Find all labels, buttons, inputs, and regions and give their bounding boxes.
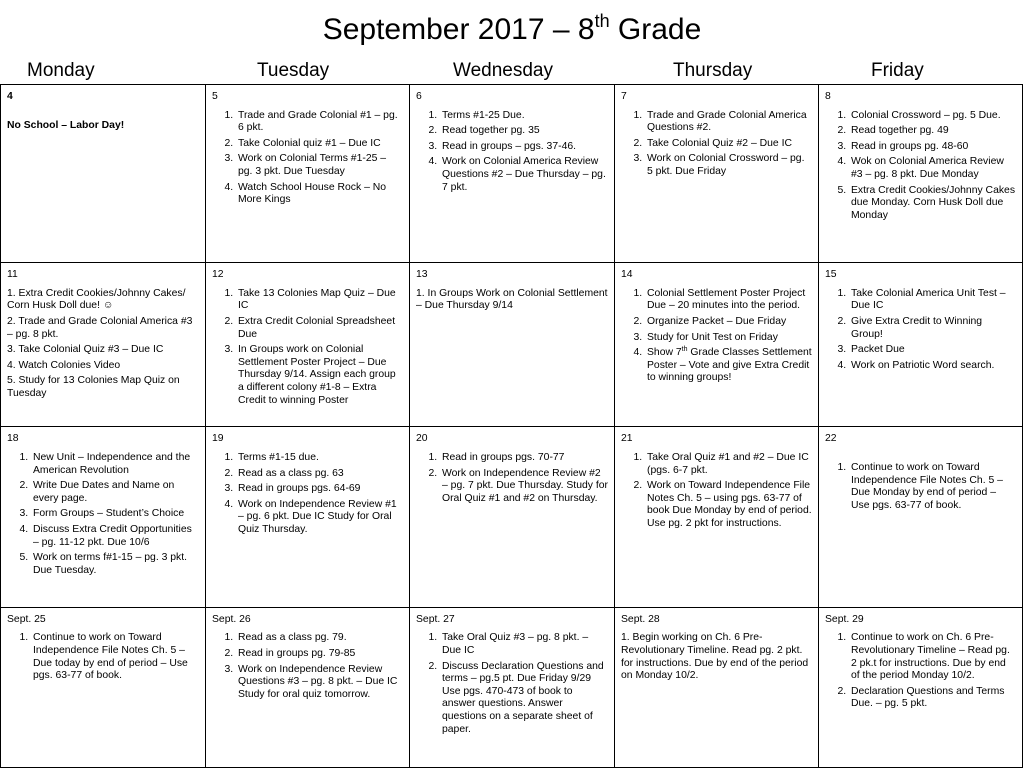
task-item: 4. Discuss Extra Credit Opportunities – pg. 11-12 pkt. Due 10/6 [31,524,199,549]
weekday-wednesday: Wednesday [453,60,553,81]
day-number: 20 [416,433,428,445]
task-line: 3. Take Colonial Quiz #3 – Due IC [7,344,164,356]
task-list [825,632,1016,711]
task-item: 3. Read in groups pgs. 64-69 [236,483,403,496]
task-item: 3. In Groups work on Colonial Settlement Poster Project – Due Thursday 9/14. Assign each group a different colony #1-8 – Extra Credit to winning Poster [236,344,403,407]
task-list [416,632,608,736]
task-list [416,452,608,505]
day-number: 13 [416,269,428,281]
day-number: 8 [825,91,831,102]
task-item: 4. Work on Independence Review #1 – pg. 6 pkt. Due IC Study for Oral Quiz Thursday. [236,499,403,537]
task-item: 4. Wok on Colonial America Review #3 – pg. 8 pkt. Due Monday [849,156,1016,181]
task-item: 2. Extra Credit Colonial Spreadsheet Due [236,316,403,341]
day-number: 12 [212,269,224,281]
task-list [7,632,199,682]
task-list [212,288,403,407]
task-item: 2. Declaration Questions and Terms Due. – pg. 5 pkt. [849,686,1016,711]
task-item: 1. Continue to work on Toward Independence File Notes Ch. 5 – Due today by end of period – Use pgs. 63-77 of book. [31,632,199,682]
task-item: 3. Work on Colonial Terms #1-25 – pg. 3 pkt. Due Tuesday [236,153,403,178]
day-cell [819,427,1023,607]
day-cell [819,607,1023,767]
task-item: 4. Work on Patriotic Word search. [849,360,1016,373]
task-item: 1. Take 13 Colonies Map Quiz – Due IC [236,288,403,313]
task-list [621,288,812,385]
task-item: 4. Watch School House Rock – No More Kings [236,182,403,207]
weekday-thursday: Thursday [673,60,753,81]
day-number: Sept. 28 [621,613,660,625]
task-item: 1. Take Oral Quiz #1 and #2 – Due IC (pgs. 6-7 pkt. [645,452,812,477]
task-list [825,288,1016,373]
task-line: 1. Extra Credit Cookies/Johnny Cakes/ Corn Husk Doll due! ☺ [7,287,186,312]
day-cell [615,263,819,427]
day-cell [410,607,615,767]
task-item: 2. Discuss Declaration Questions and terms – pg.5 pt. Due Friday 9/29 Use pgs. 470-473 of book to answer questions. Answer questions on a separate sheet of paper. [440,661,608,737]
day-cell [410,263,615,427]
page-title: September 2017 – 8th Grade [322,11,702,46]
task-list [825,110,1016,223]
weekday-tuesday: Tuesday [257,60,330,81]
task-item: 2. Give Extra Credit to Winning Group! [849,316,1016,341]
task-item: 2. Work on Toward Independence File Notes Ch. 5 – using pgs. 63-77 of book Due Monday by end of period. Use pg. 2 pkt for instructions. [645,480,812,530]
task-item: 1. Colonial Crossword – pg. 5 Due. [849,110,1016,123]
week-row [1,607,1023,767]
day-number: 15 [825,269,837,281]
task-item: 4. Work on Colonial America Review Questions #2 – Due Thursday – pg. 7 pkt. [440,156,608,194]
task-item: 3. Form Groups – Student’s Choice [31,508,199,521]
day-cell [410,85,615,263]
day-number: Sept. 25 [7,613,46,625]
day-number: 18 [7,433,19,445]
day-cell [1,263,206,427]
day-note: No School – Labor Day! [7,119,125,131]
task-item: 2. Work on Independence Review #2 – pg. 7 pkt. Due Thursday. Study for Oral Quiz #1 and #2 on Thursday. [440,468,608,506]
task-line: 1. In Groups Work on Colonial Settlement – Due Thursday 9/14 [416,287,608,312]
day-number: 6 [416,91,422,102]
task-item: 5. Work on terms f#1-15 – pg. 3 pkt. Due Tuesday. [31,552,199,577]
task-item: 3. Packet Due [849,344,1016,357]
weekday-monday: Monday [27,60,95,81]
task-item: 4. Show 7th Grade Classes Settlement Poster – Vote and give Extra Credit to winning groups! [645,347,812,385]
calendar-grid [0,84,1023,768]
day-cell [1,85,206,263]
day-number: 19 [212,433,224,445]
task-item: 2. Take Colonial Quiz #2 – Due IC [645,138,812,151]
day-cell [819,85,1023,263]
task-list [621,110,812,179]
task-list [825,462,1016,512]
day-number: 7 [621,91,627,102]
task-list [621,452,812,531]
day-cell [819,263,1023,427]
day-number: 11 [7,269,18,281]
task-list [212,452,403,537]
day-number: 14 [621,269,633,281]
task-item: 2. Read in groups pg. 79-85 [236,648,403,661]
day-number: 5 [212,91,218,102]
task-list [212,632,403,701]
task-item: 2. Take Colonial quiz #1 – Due IC [236,138,403,151]
task-item: 1. Continue to work on Toward Independence File Notes Ch. 5 – Due Monday by end of period – Use pgs. 63-77 of book. [849,462,1016,512]
task-item: 1. Terms #1-15 due. [236,452,403,465]
task-item: 5. Extra Credit Cookies/Johnny Cakes due Monday. Corn Husk Doll due Monday [849,185,1016,223]
task-list [416,110,608,195]
task-item: 2. Write Due Dates and Name on every page. [31,480,199,505]
task-item: 1. Colonial Settlement Poster Project Due – 20 minutes into the period. [645,288,812,313]
task-item: 1. Terms #1-25 Due. [440,110,608,123]
task-item: 3. Work on Independence Review Questions #3 – pg. 8 pkt. – Due IC Study for oral quiz tomorrow. [236,664,403,702]
task-item: 2. Organize Packet – Due Friday [645,316,812,329]
day-cell [1,427,206,607]
task-list [7,452,199,577]
week-row [1,85,1023,263]
task-item: 1. Trade and Grade Colonial #1 – pg. 6 pkt. [236,110,403,135]
task-item: 1. Read as a class pg. 79. [236,632,403,645]
day-number: 22 [825,433,837,445]
day-cell [206,263,410,427]
week-row [1,427,1023,607]
task-item: 1. New Unit – Independence and the American Revolution [31,452,199,477]
task-item: 1. Take Oral Quiz #3 – pg. 8 pkt. – Due IC [440,632,608,657]
task-item: 1. Trade and Grade Colonial America Questions #2. [645,110,812,135]
task-line: 1. Begin working on Ch. 6 Pre-Revolutionary Timeline. Read pg. 2 pkt. for instructions. Due by end of the period on Monday 10/2. [621,632,809,682]
task-item: 3. Work on Colonial Crossword – pg. 5 pkt. Due Friday [645,153,812,178]
task-line: 5. Study for 13 Colonies Map Quiz on Tuesday [7,375,180,400]
day-cell [615,427,819,607]
task-item: 1. Take Colonial America Unit Test – Due IC [849,288,1016,313]
day-cell [206,85,410,263]
task-item: 2. Read together pg. 49 [849,125,1016,138]
task-line: 4. Watch Colonies Video [7,359,121,371]
day-cell [615,85,819,263]
day-cell [410,427,615,607]
day-cell [1,607,206,767]
task-list [212,110,403,207]
weekday-header-row [0,58,1024,84]
task-item: 3. Read in groups pg. 48-60 [849,141,1016,154]
day-cell [615,607,819,767]
task-item: 3. Study for Unit Test on Friday [645,332,812,345]
week-row [1,263,1023,427]
day-number: Sept. 26 [212,613,251,625]
task-item: 1. Continue to work on Ch. 6 Pre-Revolutionary Timeline – Read pg. 2 pk.t for instructions. Due by end of the period Monday 10/2. [849,632,1016,682]
task-item: 1. Read in groups pgs. 70-77 [440,452,608,465]
day-number: 21 [621,433,633,445]
task-item: 2. Read as a class pg. 63 [236,468,403,481]
day-number: Sept. 29 [825,613,864,625]
weekday-friday: Friday [871,60,924,81]
day-cell [206,427,410,607]
task-item: 3. Read in groups – pgs. 37-46. [440,141,608,154]
day-number: 4 [7,91,13,102]
day-cell [206,607,410,767]
task-item: 2. Read together pg. 35 [440,125,608,138]
day-number: Sept. 27 [416,613,455,625]
task-line: 2. Trade and Grade Colonial America #3 – pg. 8 pkt. [7,316,193,340]
